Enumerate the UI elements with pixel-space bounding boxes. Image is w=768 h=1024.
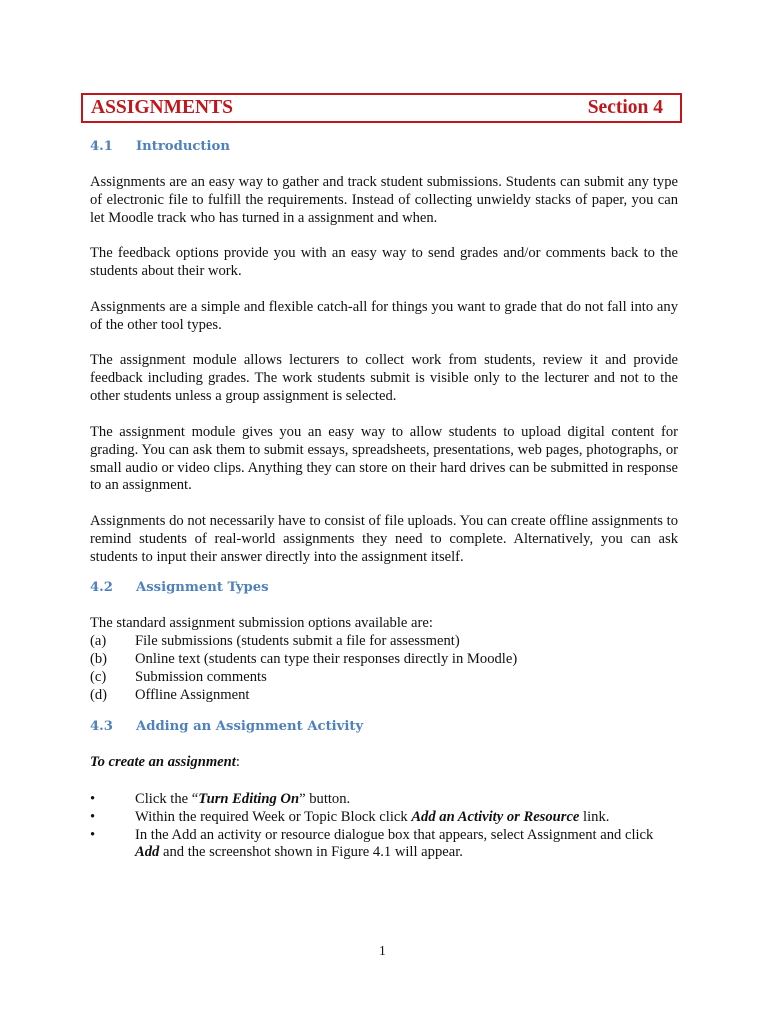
intro-paragraph-2: The feedback options provide you with an easy way to send grades and/or comments back to the students about their work. xyxy=(90,245,678,279)
bullet-icon: • xyxy=(90,826,96,843)
list-item-label: (a) xyxy=(90,633,107,649)
intro-paragraph-1: Assignments are an easy way to gather and track student submissions. Students can submit any type of electronic file to fulfill the requirements. Instead of collecting unwieldy stacks of paper, you can let Moodle track who has turned in a assignment and when. xyxy=(90,174,678,226)
step-text-c: and the screenshot shown in Figure 4.1 will appear. xyxy=(159,844,463,861)
step-text-c: ” button. xyxy=(299,791,351,807)
page-number: 1 xyxy=(379,943,386,958)
list-item-label: (d) xyxy=(90,687,108,703)
bullet-icon: • xyxy=(90,791,96,807)
step-text-emphasis: Add xyxy=(135,844,160,861)
bullet-icon: • xyxy=(90,808,96,825)
step-text-a: Click the “ xyxy=(135,791,199,807)
section-label: Section 4 xyxy=(587,97,663,118)
chapter-title-box xyxy=(81,93,682,123)
section-title: Assignment Types xyxy=(136,580,269,595)
list-item-label: (c) xyxy=(90,669,107,685)
section-number: 4.2 xyxy=(90,580,113,595)
section-number: 4.3 xyxy=(90,719,113,734)
intro-paragraph-6: Assignments do not necessarily have to consist of file uploads. You can create offline assignments to remind students of real-world assignments they need to complete. Alternatively, you can ask students to input their answer directly into the assignment itself. xyxy=(90,513,678,565)
list-item-label: (b) xyxy=(90,651,108,667)
create-lead-suffix: : xyxy=(235,754,240,770)
create-lead-text: To create an assignment xyxy=(90,754,236,770)
step-text-c: link. xyxy=(579,808,610,825)
intro-paragraph-4: The assignment module allows lecturers to collect work from students, review it and provide feedback including grades. The work students submit is visible only to the lecturer and not to the other students unless a group assignment is selected. xyxy=(90,352,678,404)
intro-paragraph-5: The assignment module gives you an easy way to allow students to upload digital content for grading. You can ask them to submit essays, spreadsheets, presentations, web pages, photographs, or small audio or video clips. Anything they can store on their hard drives can be submitted in response to an assignment. xyxy=(90,424,678,494)
section-heading-adding-activity xyxy=(90,719,363,734)
section-title: Introduction xyxy=(136,139,230,154)
list-item-text: Submission comments xyxy=(135,669,267,685)
create-steps-list xyxy=(90,791,680,862)
list-item xyxy=(90,651,678,669)
section-title: Adding an Assignment Activity xyxy=(136,719,364,734)
list-item xyxy=(90,827,680,863)
section-number: 4.1 xyxy=(90,139,113,154)
create-lead xyxy=(90,754,240,772)
list-item-text: File submissions (students submit a file for assessment) xyxy=(135,633,460,649)
chapter-title: ASSIGNMENTS xyxy=(91,97,233,118)
list-item xyxy=(90,809,680,827)
list-item-text: Online text (students can type their responses directly in Moodle) xyxy=(135,651,518,667)
step-text-a: In the Add an activity or resource dialogue box that appears, select Assignment and click xyxy=(135,826,654,843)
step-text-a: Within the required Week or Topic Block click xyxy=(135,808,412,825)
section-heading-introduction xyxy=(90,139,230,154)
intro-paragraph-3: Assignments are a simple and flexible catch-all for things you want to grade that do not fall into any of the other tool types. xyxy=(90,299,678,333)
step-text-emphasis: Add an Activity or Resource xyxy=(411,808,580,825)
list-item xyxy=(90,791,680,809)
list-item-text: Offline Assignment xyxy=(135,687,250,703)
section-heading-assignment-types xyxy=(90,580,269,595)
list-item xyxy=(90,669,678,687)
types-intro: The standard assignment submission options available are: xyxy=(90,615,433,631)
list-item xyxy=(90,633,678,651)
list-item xyxy=(90,687,678,705)
step-text-emphasis: Turn Editing On xyxy=(198,791,300,807)
